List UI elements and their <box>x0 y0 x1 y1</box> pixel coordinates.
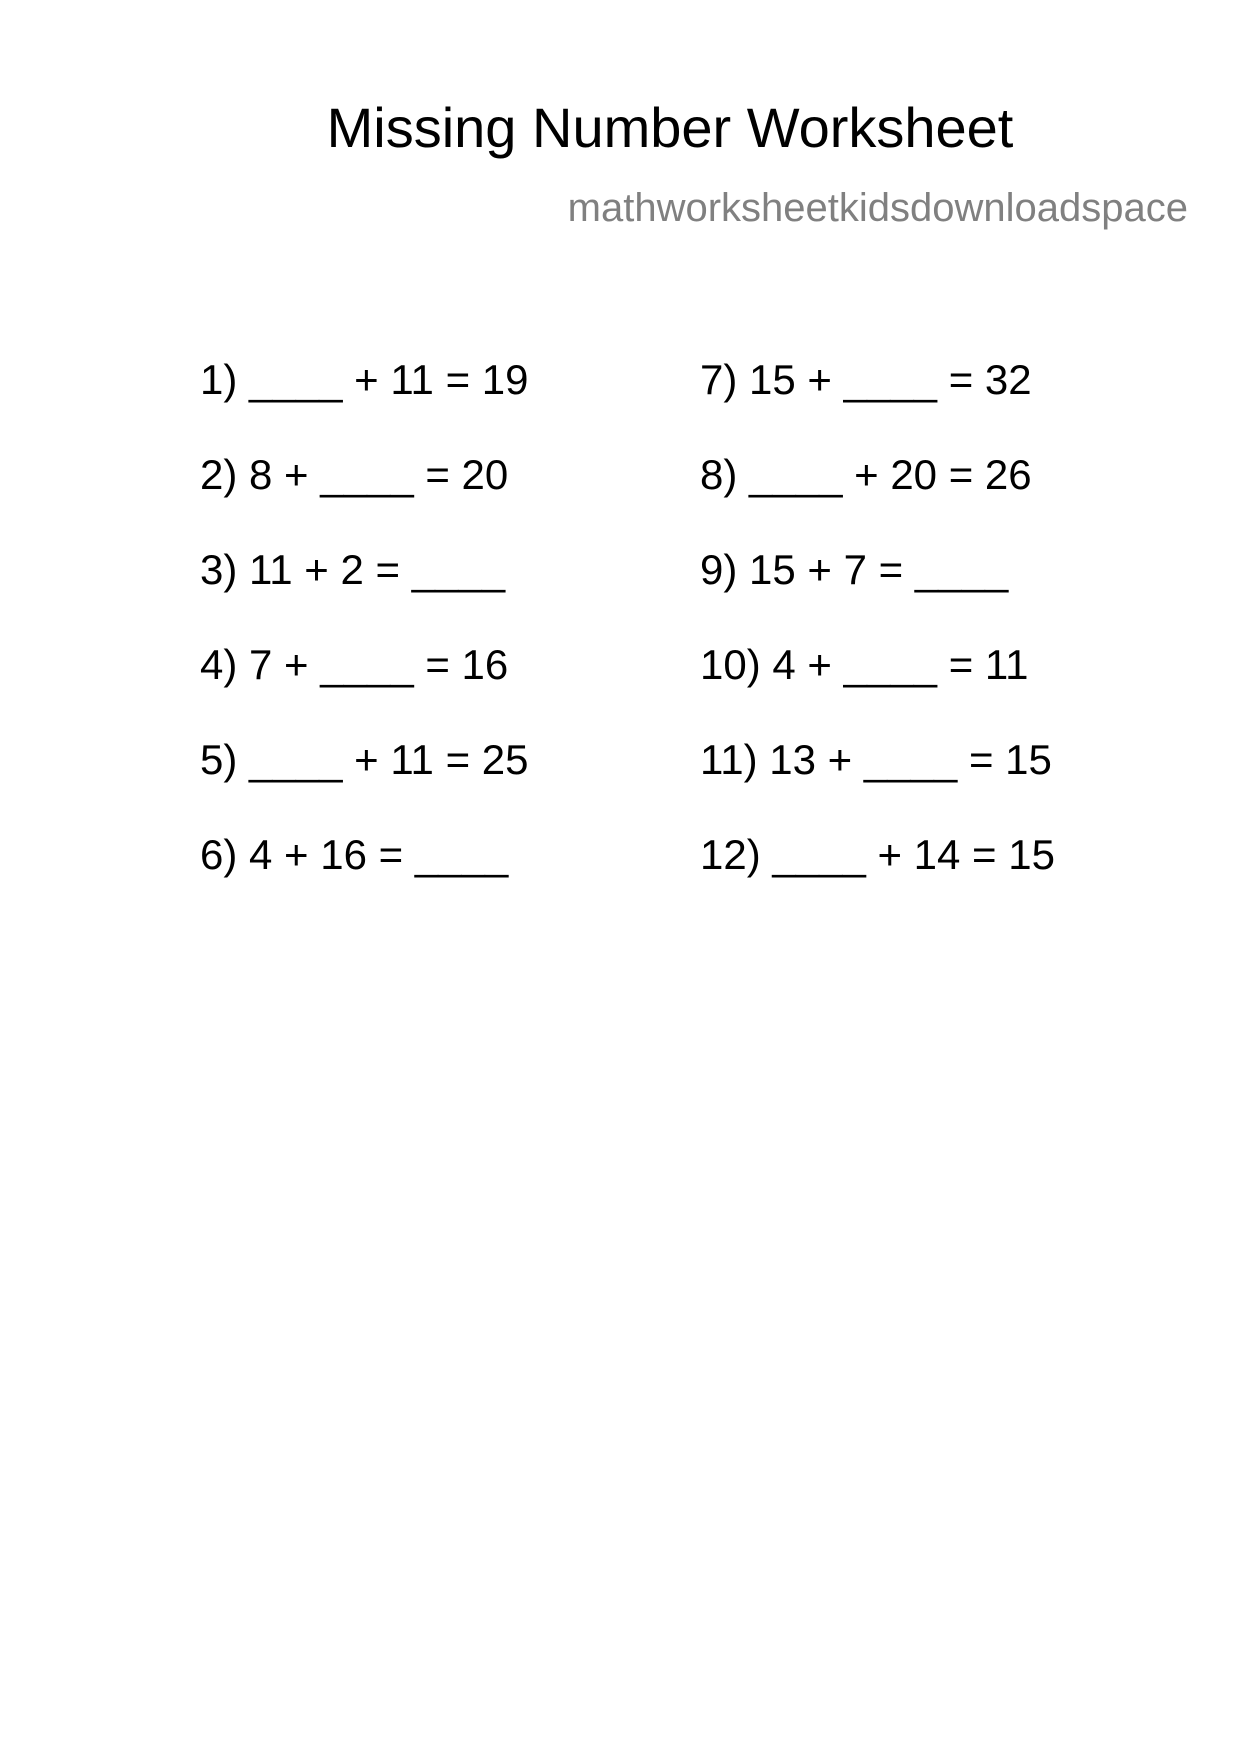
problem-item: 5) ____ + 11 = 25 <box>200 736 529 783</box>
problem-item: 1) ____ + 11 = 19 <box>200 356 529 403</box>
problems-left-column <box>200 350 529 920</box>
problem-item: 6) 4 + 16 = ____ <box>200 831 509 878</box>
problem-item: 12) ____ + 14 = 15 <box>700 831 1055 878</box>
problem-item: 9) 15 + 7 = ____ <box>700 546 1009 593</box>
problem-item: 10) 4 + ____ = 11 <box>700 641 1029 688</box>
page-title: Missing Number Worksheet <box>326 96 1014 159</box>
problem-item: 4) 7 + ____ = 16 <box>200 641 509 688</box>
problem-item: 8) ____ + 20 = 26 <box>700 451 1032 498</box>
problem-item: 2) 8 + ____ = 20 <box>200 451 509 498</box>
problem-item: 3) 11 + 2 = ____ <box>200 546 506 593</box>
problems-right-column <box>700 350 1055 920</box>
problem-item: 7) 15 + ____ = 32 <box>700 356 1032 403</box>
problem-item: 11) 13 + ____ = 15 <box>700 736 1052 783</box>
site-watermark: mathworksheetkidsdownloadspace <box>567 186 1188 230</box>
